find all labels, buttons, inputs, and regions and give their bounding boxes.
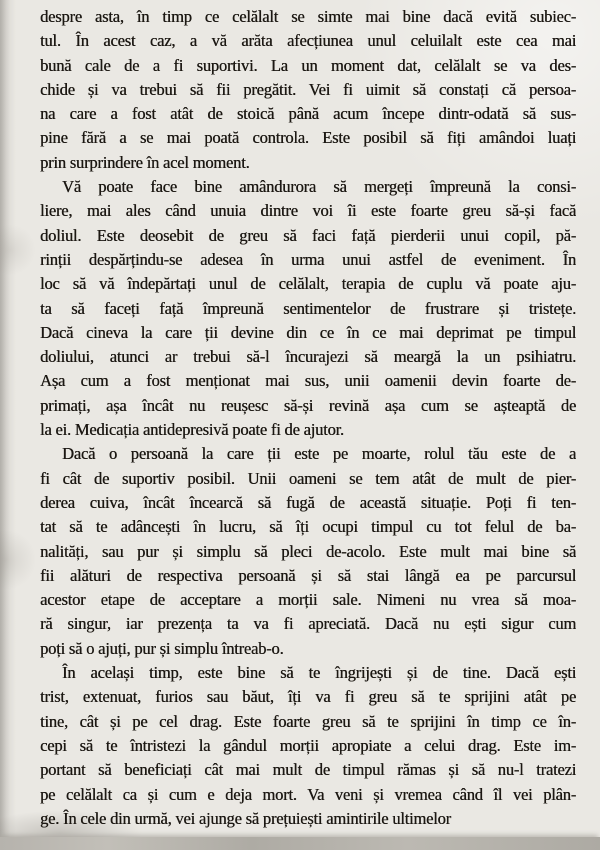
text-line: doliul. Este deosebit de greu să faci față pierderii unui copil, pă- xyxy=(40,225,576,245)
text-line: acestor etape de acceptare a morții sale. Nimeni nu vrea să moa- xyxy=(40,590,576,610)
text-line: derea cuiva, încât încearcă să fugă de această situație. Poți fi ten- xyxy=(40,492,576,512)
text-line: doliului, atunci ar trebui să-l încurajezi să meargă la un psihiatru. xyxy=(40,347,576,367)
text-line: cepi să te întristezi la gândul morții apropiate a celui drag. Este im- xyxy=(40,735,576,755)
text-line: Dacă cineva la care ții devine din ce în ce mai deprimat pe timpul xyxy=(40,322,576,342)
text-line: pine fără a se mai poată controla. Este posibil să fiți amândoi luați xyxy=(40,128,576,148)
text-line: tine, cât și pe cel drag. Este foarte greu să te sprijini în timp ce în- xyxy=(40,711,576,731)
text-line: tul. În acest caz, a vă arăta afecțiunea unul celuilalt este cea mai xyxy=(40,31,576,51)
text-line: fii alături de respectiva persoană și să stai lângă ea pe parcursul xyxy=(40,565,576,585)
text-line: nalități, sau pur și simplu să pleci de-acolo. Este mult mai bine să xyxy=(40,541,576,561)
body-text xyxy=(40,5,576,831)
text-line: primați, așa încât nu reușesc să-și revină așa cum se așteaptă de xyxy=(40,395,576,415)
text-line: fi cât de suportiv posibil. Unii oameni se tem atât de mult de pier- xyxy=(40,468,576,488)
text-line: na care a fost atât de stoică până acum începe dintr-odată să sus- xyxy=(40,104,576,124)
text-line: tat să te adâncești în lucru, să îți ocupi timpul cu tot felul de ba- xyxy=(40,517,576,537)
text-line: În același timp, este bine să te îngrijești și de tine. Dacă ești xyxy=(62,663,576,683)
text-line: prin surprindere în acel moment. xyxy=(40,152,250,172)
text-line: liere, mai ales când unuia dintre voi îi este foarte greu să-și facă xyxy=(40,201,576,221)
text-line: poți să o ajuți, pur și simplu întreab-o. xyxy=(40,638,284,658)
text-line: ta să faceți față împreună sentimentelor de frustrare și tristețe. xyxy=(40,298,576,318)
text-line: loc să vă îndepărtați unul de celălalt, terapia de cuplu vă poate aju- xyxy=(40,274,576,294)
text-line: Așa cum a fost menționat mai sus, unii oamenii devin foarte de- xyxy=(40,371,576,391)
text-line: bună cale de a fi suportivi. La un moment dat, celălalt se va des- xyxy=(40,55,576,75)
text-line: Dacă o persoană la care ții este pe moarte, rolul tău este de a xyxy=(62,444,576,464)
text-line: chide și va trebui să fii pregătit. Vei fi uimit să constați că persoa- xyxy=(40,79,576,99)
scan-shadow-bottom xyxy=(0,837,600,850)
text-line: pe celălalt ca și cum e deja mort. Va veni și vremea când îl vei plân- xyxy=(40,784,576,804)
text-line: despre asta, în timp ce celălalt se simte mai bine dacă evită subiec- xyxy=(40,7,576,26)
text-line: la ei. Medicația antidepresivă poate fi de ajutor. xyxy=(40,420,344,440)
text-line: portant să beneficiați cât mai mult de timpul rămas și să nu-l tratezi xyxy=(40,760,576,780)
text-line: rinții despărțindu-se adesea în urma unui astfel de eveniment. În xyxy=(40,249,576,269)
scan-shadow-left xyxy=(0,0,10,850)
text-line: ră singur, iar prezența ta va fi apreciată. Dacă nu ești sigur cum xyxy=(40,614,576,634)
text-line: Vă poate face bine amândurora să mergeți împreună la consi- xyxy=(62,177,576,197)
text-line: ge. În cele din urmă, vei ajunge să prețuiești amintirile ultimelor xyxy=(40,808,451,828)
text-line: trist, extenuat, furios sau băut, îți va fi greu să te sprijini atât pe xyxy=(40,687,576,707)
